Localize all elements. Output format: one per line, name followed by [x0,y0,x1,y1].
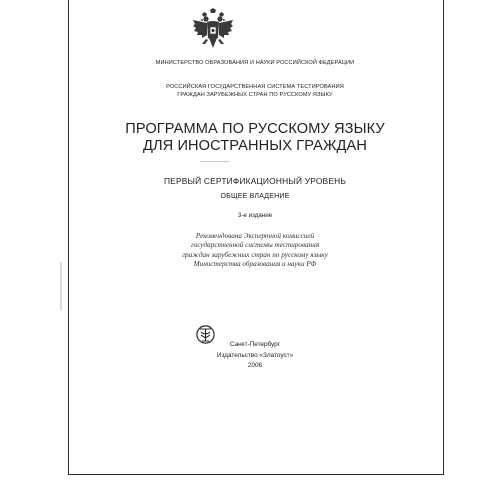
edition-label: 3-е издание [237,212,273,219]
page-left-edge [68,0,69,474]
recommendation-note [80,232,430,270]
testing-system-line-2: ГРАЖДАН ЗАРУБЕЖНЫХ СТРАН ПО РУССКОМУ ЯЗЫКУ [177,92,333,98]
double-headed-eagle-icon [191,8,235,56]
document-title-line-2: ДЛЯ ИНОСТРАННЫХ ГРАЖДАН [142,138,367,154]
recommendation-line-3: граждан зарубежных стран по русскому языку [182,250,328,259]
testing-system-line-1: РОССИЙСКАЯ ГОСУДАРСТВЕННАЯ СИСТЕМА ТЕСТИРОВАНИЯ [166,84,344,90]
page-right-edge [443,0,444,474]
page-bottom-edge [68,474,444,475]
proficiency-type: ОБЩЕЕ ВЛАДЕНИЕ [220,193,290,200]
document-title [80,121,430,155]
certification-level: ПЕРВЫЙ СЕРТИФИКАЦИОННЫЙ УРОВЕНЬ [163,176,347,186]
scan-artifact [60,262,62,310]
testing-system-name [80,83,430,99]
publication-city: Санкт-Петербург [229,341,281,348]
document-title-line-1: ПРОГРАММА ПО РУССКОМУ ЯЗЫКУ [125,121,385,137]
recommendation-line-2: государственной системы тестирования [190,241,320,250]
title-divider [200,161,230,162]
ministry-name: МИНИСТЕРСТВО ОБРАЗОВАНИЯ И НАУКИ РОССИЙСКОЙ ФЕДЕРАЦИИ [155,60,355,66]
publication-year: 2006 [247,362,263,369]
recommendation-line-1: Рекомендована Экспертной комиссией [195,232,315,240]
recommendation-line-4: Министерства образования и науки РФ [193,260,317,269]
publisher-name: Издательство «Златоуст» [216,352,294,359]
